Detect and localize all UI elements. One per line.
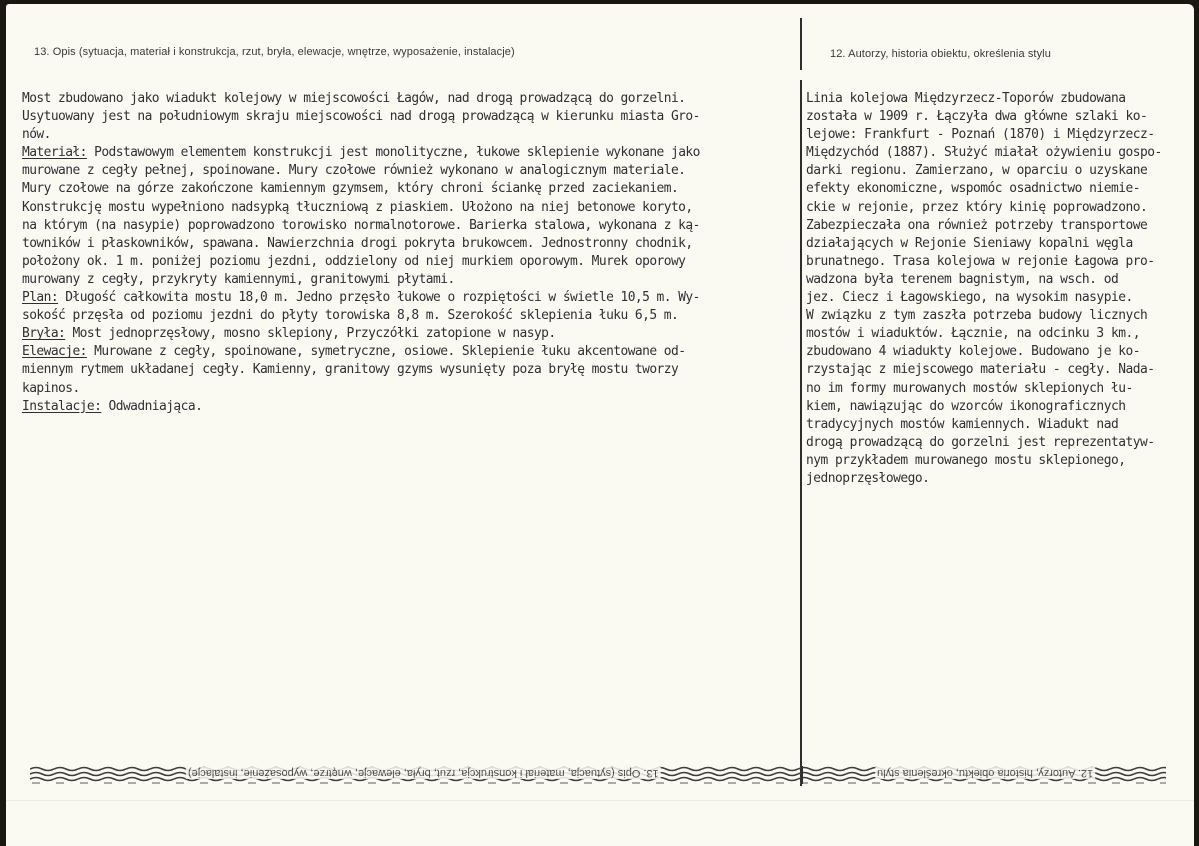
section-12-heading: 12. Autorzy, historia obiektu, określenia stylu [830, 48, 1051, 60]
mirrored-heading-left: 13. Opis (sytuacja, materiał i konstrukcja, rzut, bryła, elewacje, wnętrze, wyposażenie, instalacje) [188, 767, 659, 779]
history-line: drogą prowadzącą do gorzelni jest reprezentatyw- [806, 434, 1155, 450]
bryla-text: Most jednoprzęsłowy, mosno sklepiony, Przyczółki zatopione w nasyp. [65, 326, 556, 342]
history-line: Linia kolejowa Międzyrzecz-Toporów zbudowana [806, 91, 1126, 106]
section-13-heading: 13. Opis (sytuacja, materiał i konstrukcja, rzut, bryła, elewacje, wnętrze, wyposażenie, instalacje) [34, 46, 515, 58]
intro-line: nów. [22, 127, 51, 143]
history-line: zbudowano 4 wiadukty kolejowe. Budowano je ko- [806, 344, 1140, 360]
material-label: Materiał: [22, 145, 87, 161]
instalacje-text: Odwadniająca. [101, 398, 203, 414]
history-line: darki regionu. Zamierzano, w oparciu o uzyskane [806, 163, 1148, 179]
material-line: na którym (na nasypie) poprowadzono torowisko normalnotorowe. Barierka stalowa, wykonana z ką- [22, 217, 700, 233]
elewacje-line: Murowane z cegły, spoinowane, symetryczne, osiowe. Sklepienie łuku akcentowane od- [86, 344, 686, 360]
instalacje-label: Instalacje: [22, 398, 102, 414]
history-line: jednoprzęsłowego. [806, 470, 930, 486]
history-line: no im formy murowanych mostów sklepionych łu- [806, 380, 1133, 396]
intro-line: Usytuowany jest na południowym skraju miejscowości nad drogą prowadzącą w kierunku miasta Gro- [22, 109, 700, 125]
intro-line: Most zbudowano jako wiadukt kolejowy w miejscowości Łagów, nad drogą prowadzącą do gorzelni. [22, 91, 686, 106]
history-line: Międzychód (1887). Służyć miałał ożywieniu gospo- [806, 145, 1162, 161]
mirrored-heading-right: 12. Autorzy, historia obiektu, określenia stylu [877, 767, 1094, 779]
history-text [806, 90, 1162, 488]
bryla-label: Bryła: [22, 326, 66, 342]
history-line: brunatnego. Trasa kolejowa w rejonie Łagowa pro- [806, 253, 1155, 269]
material-line: Podstawowym elementem konstrukcji jest monolityczne, łukowe sklepienie wykonane jako [86, 145, 700, 161]
elewacje-line: kapinos. [22, 380, 80, 396]
material-line: murowany z cegły, przykryty kamiennymi, granitowymi płytami. [22, 271, 455, 287]
faint-rule [6, 800, 1194, 801]
elewacje-line: miennym rytmem układanej cegły. Kamienny, granitowy gzyms wysunięty poza bryłę mostu tworzy [22, 362, 679, 378]
history-line: rzystając z miejscowego materiału - cegły. Nada- [806, 362, 1155, 378]
history-line: Zabezpieczała ona również potrzeby transportowe [806, 217, 1148, 233]
history-line: została w 1909 r. Łączyła dwa główne szlaki ko- [806, 109, 1148, 125]
column-divider [800, 18, 802, 786]
history-line: kiem, nawiązując do wzorców ikonograficznych [806, 398, 1126, 414]
material-line: położony ok. 1 m. poniżej poziomu jezdni, oddzielony od niej murkiem oporowym. Murek oporowy [22, 253, 686, 269]
material-line: towników i płaskowników, spawana. Nawierzchnia drogi pokryta brukowcem. Jednostronny chodnik, [22, 235, 693, 251]
history-line: wadzona była terenem bagnistym, na wsch. od [806, 271, 1119, 287]
history-line: jez. Ciecz i Łagowskiego, na wysokim nasypie. [806, 290, 1133, 306]
history-line: W związku z tym zaszła potrzeba budowy licznych [806, 308, 1148, 324]
history-line: mostów i wiaduktów. Łącznie, na odcinku 3 km., [806, 326, 1140, 342]
plan-line: Długość całkowita mostu 18,0 m. Jedno przęsło łukowe o rozpiętości w świetle 10,5 m. Wy- [58, 290, 700, 306]
divider-gap [800, 70, 802, 80]
history-line: ckie w rejonie, przez który kinię poprowadzono. [806, 199, 1148, 215]
history-line: efekty ekonomiczne, wspomóc osadnictwo niemie- [806, 181, 1140, 197]
history-line: działających w Rejonie Sieniawy kopalni węgla [806, 235, 1133, 251]
elewacje-label: Elewacje: [22, 344, 87, 360]
history-line: lejowe: Frankfurt - Poznań (1870) i Międzyrzecz- [806, 127, 1155, 143]
plan-line: sokość przęsła od poziomu jezdni do płyty torowiska 8,8 m. Szerokość sklepienia łuku 6,5 m. [22, 308, 679, 324]
plan-label: Plan: [22, 290, 59, 306]
description-text [22, 90, 700, 416]
material-line: Konstrukcję mostu wypełniono nadsypką tłuczniową z piaskiem. Ułożono na niej betonowe koryto, [22, 199, 693, 215]
material-line: murowane z cegły pełnej, spoinowane. Mury czołowe również wykonano w analogicznym materiale. [22, 163, 686, 179]
history-line: nym przykładem murowanego mostu sklepionego, [806, 452, 1126, 468]
material-line: Mury czołowe na górze zakończone kamiennym gzymsem, który chroni ściankę przed zaciekaniem. [22, 181, 679, 197]
history-line: tradycyjnych mostów kamiennych. Wiadukt nad [806, 416, 1119, 432]
